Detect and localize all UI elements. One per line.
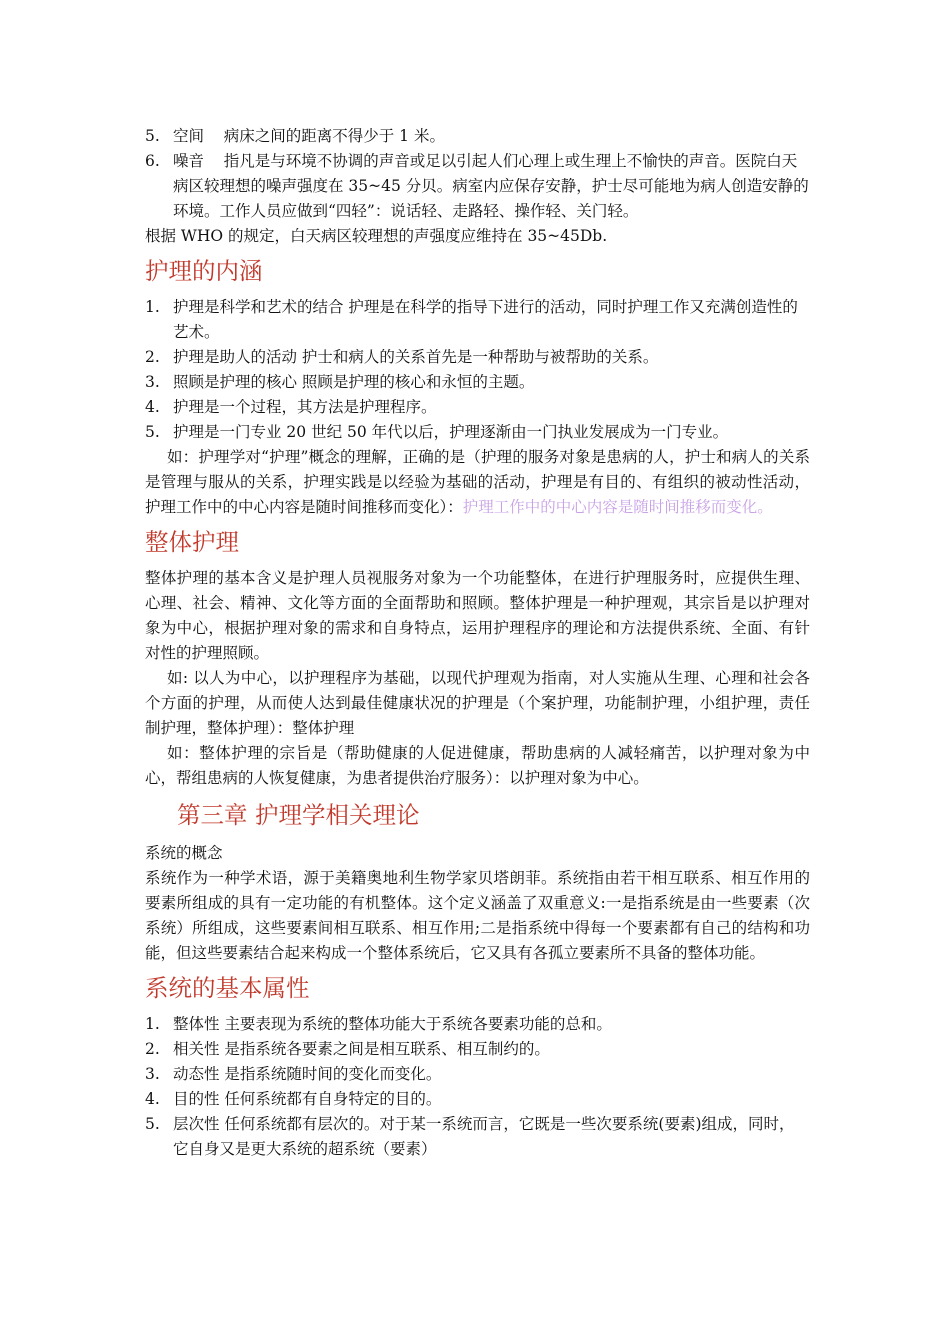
list-item [145,1012,810,1037]
example-paragraph: 如: 以人为中心，以护理程序为基础，以现代护理观为指南，对人实施从生理、心理和社会各个方面的护理，从而使人达到最佳健康状况的护理是（个案护理，功能制护理，小组护理，责任制护理，整体护理）：整体护理 [145,669,810,737]
system-concept-body: 系统作为一种学术语，源于美籍奥地利生物学家贝塔朗菲。系统指由若干相互联系、相互作用的要素所组成的具有一定功能的有机整体。这个定义涵盖了双重意义:一是指系统是由一些要素（次系统）所组成，这些要素间相互联系、相互作用;二是指系统中得每一个要素都有自己的结构和功能，但这些要素结合起来构成一个整体系统后，它又具有各孤立要素所不具备的整体功能。 [145,869,810,962]
list-number: 3. [145,373,160,391]
list-item [145,420,810,445]
system-concept-subtitle: 系统的概念 [145,844,223,862]
list-text: 相关性 是指系统各要素之间是相互联系、相互制约的。 [173,1040,550,1058]
list-number: 5. [145,1115,160,1133]
list-item [145,1037,810,1062]
list-number: 4. [145,1090,160,1108]
list-text: 指凡是与环境不协调的声音或足以引起人们心理上或生理上不愉快的声音。医院白天病区较理想的噪声强度在 35~45 分贝。病室内应保存安静，护士尽可能地为病人创造安静的环境。工作人员应做到“四轻”：说话轻、走路轻、操作轻、关门轻。 [173,152,809,220]
section-heading-holistic-nursing: 整体护理 [145,528,239,556]
holistic-nursing-body: 整体护理的基本含义是护理人员视服务对象为一个功能整体，在进行护理服务时，应提供生理、心理、社会、精神、文化等方面的全面帮助和照顾。整体护理是一种护理观，其宗旨是以护理对象为中心，根据护理对象的需求和自身特点，运用护理程序的理论和方法提供系统、全面、有针对性的护理照顾。 [145,569,810,662]
list-item [145,1062,810,1087]
list-number: 5. [145,127,160,145]
list-text: 护理是一个过程，其方法是护理程序。 [173,398,437,416]
example-question: 如：护理学对“护理”概念的理解，正确的是（护理的服务对象是患病的人，护士和病人的关系是管理与服从的关系，护理实践是以经验为基础的活动，护理是有目的、有组织的被动性活动，护理工作中的中心内容是随时间推移而变化）： [145,448,810,516]
list-item [145,395,810,420]
who-note: 根据 WHO 的规定，白天病区较理想的声强度应维持在 35~45Db. [145,227,608,245]
list-text: 目的性 任何系统都有自身特定的目的。 [173,1090,442,1108]
section-heading-nursing-connotation: 护理的内涵 [145,257,263,285]
list-number: 3. [145,1065,160,1083]
list-text: 整体性 主要表现为系统的整体功能大于系统各要素功能的总和。 [173,1015,612,1033]
list-text: 照顾是护理的核心 照顾是护理的核心和永恒的主题。 [173,373,535,391]
list-item [145,1112,810,1162]
list-number: 1. [145,1015,160,1033]
example-answer-highlight: 护理工作中的中心内容是随时间推移而变化。 [462,498,773,516]
list-item [145,295,810,345]
list-number: 2. [145,1040,160,1058]
list-text: 病床之间的距离不得少于 1 米。 [223,127,445,145]
list-text: 护理是一门专业 20 世纪 50 年代以后，护理逐渐由一门执业发展成为一门专业。 [173,423,729,441]
list-text: 护理是助人的活动 护士和病人的关系首先是一种帮助与被帮助的关系。 [173,348,659,366]
list-number: 4. [145,398,160,416]
document-content [145,124,810,1162]
list-item [145,370,810,395]
list-text: 护理是科学和艺术的结合 护理是在科学的指导下进行的活动，同时护理工作又充满创造性的艺术。 [173,298,798,341]
list-number: 5. [145,423,160,441]
list-term: 噪音 [173,152,205,170]
list-number: 2. [145,348,160,366]
example-paragraph: 如：整体护理的宗旨是（帮助健康的人促进健康，帮助患病的人减轻痛苦，以护理对象为中心，帮组患病的人恢复健康，为患者提供治疗服务）：以护理对象为中心。 [145,744,810,787]
list-item [145,345,810,370]
list-number: 6. [145,152,160,170]
chapter-heading: 第三章 护理学相关理论 [177,801,420,829]
example-paragraph [145,445,810,520]
list-text: 层次性 任何系统都有层次的。对于某一系统而言，它既是一些次要系统(要素)组成，同时，它自身又是更大系统的超系统（要素） [173,1115,795,1158]
section-heading-system-properties: 系统的基本属性 [145,974,310,1002]
list-item [145,149,810,224]
list-item [145,1087,810,1112]
list-text: 动态性 是指系统随时间的变化而变化。 [173,1065,442,1083]
list-number: 1. [145,298,160,316]
list-item [145,124,810,149]
list-term: 空间 [173,127,205,145]
